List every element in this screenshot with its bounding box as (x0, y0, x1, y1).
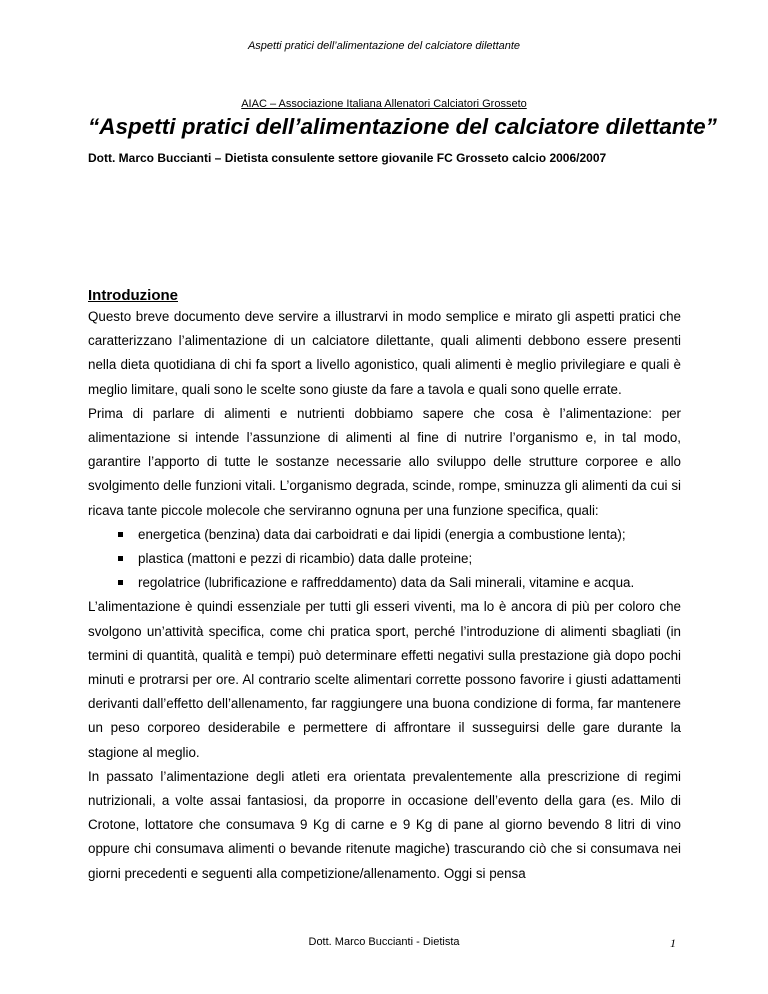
paragraph: L’alimentazione è quindi essenziale per tutti gli esseri viventi, ma lo è ancora di più per coloro che svolgono un’attività specifica, come chi pratica sport, perché l’introduzione di alimenti sbagliati (in termini di quantità, qualità e tempi) può determinare effetti negativi sulla prestazione già dopo pochi minuti e protrarsi per ore. Al contrario scelte alimentari corrette possono favorire i giusti adattamenti derivanti dall’effetto dell’allenamento, far raggiungere una buona condizione di forma, far mantenere un peso corporeo desiderabile e permettere di affrontare il susseguirsi delle gare durante la stagione al meglio. (88, 599, 681, 760)
bullet-square-icon (118, 556, 123, 561)
document-title: “Aspetti pratici dell’alimentazione del calciatore dilettante” (88, 114, 717, 139)
author-line: Dott. Marco Buccianti – Dietista consulente settore giovanile FC Grosseto calcio 2006/2007 (88, 151, 607, 165)
list-item (88, 523, 681, 547)
body-text (88, 305, 681, 886)
list-item (88, 547, 681, 571)
running-header: Aspetti pratici dell’alimentazione del calciatore dilettante (247, 40, 521, 52)
bullet-list (88, 523, 681, 596)
bullet-square-icon (118, 580, 123, 585)
section-heading: Introduzione (88, 287, 178, 304)
paragraph: Prima di parlare di alimenti e nutrienti dobbiamo sapere che cosa è l’alimentazione: per alimentazione si intende l’assunzione di alimenti al fine di nutrire l’organismo e, in tal modo, garantire l’apporto di tutte le sostanze necessarie allo sviluppo delle strutture corporee e allo svolgimento delle funzioni vitali. L’organismo degrada, scinde, rompe, sminuzza gli alimenti da cui si ricava tante piccole molecole che serviranno ognuna per una funzione specifica, quali: (88, 405, 681, 518)
organization-line: AIAC – Associazione Italiana Allenatori Calciatori Grosseto (241, 98, 527, 110)
page-number: 1 (670, 936, 676, 950)
list-item-text: energetica (benzina) data dai carboidrati e dai lipidi (energia a combustione lenta); (138, 526, 626, 542)
paragraph: Questo breve documento deve servire a illustrarvi in modo semplice e mirato gli aspetti pratici che caratterizzano l’alimentazione di un calciatore dilettante, quali alimenti debbono essere presenti nella dieta quotidiana di chi fa sport a livello agonistico, quali alimenti è meglio privilegiare e quali è meglio limitare, quali sono le scelte sono giuste da fare a tavola e quali sono quelle errate. (88, 309, 681, 397)
bullet-square-icon (118, 532, 123, 537)
footer-author: Dott. Marco Buccianti - Dietista (308, 936, 460, 948)
list-item (88, 571, 681, 595)
list-item-text: plastica (mattoni e pezzi di ricambio) data dalle proteine; (138, 551, 473, 567)
list-item-text: regolatrice (lubrificazione e raffreddamento) data da Sali minerali, vitamine e acqua. (138, 575, 635, 591)
paragraph: In passato l’alimentazione degli atleti era orientata prevalentemente alla prescrizione di regimi nutrizionali, a volte assai fantasiosi, da proporre in occasione dell’evento della gara (es. Milo di Crotone, lottatore che consumava 9 Kg di carne e 9 Kg di pane al giorno bevendo 8 litri di vino oppure chi consumava alimenti o bevande ritenute magiche) trascurando ciò che si consumava nei giorni precedenti e seguenti alla competizione/allenamento. Oggi si pensa (88, 768, 681, 881)
